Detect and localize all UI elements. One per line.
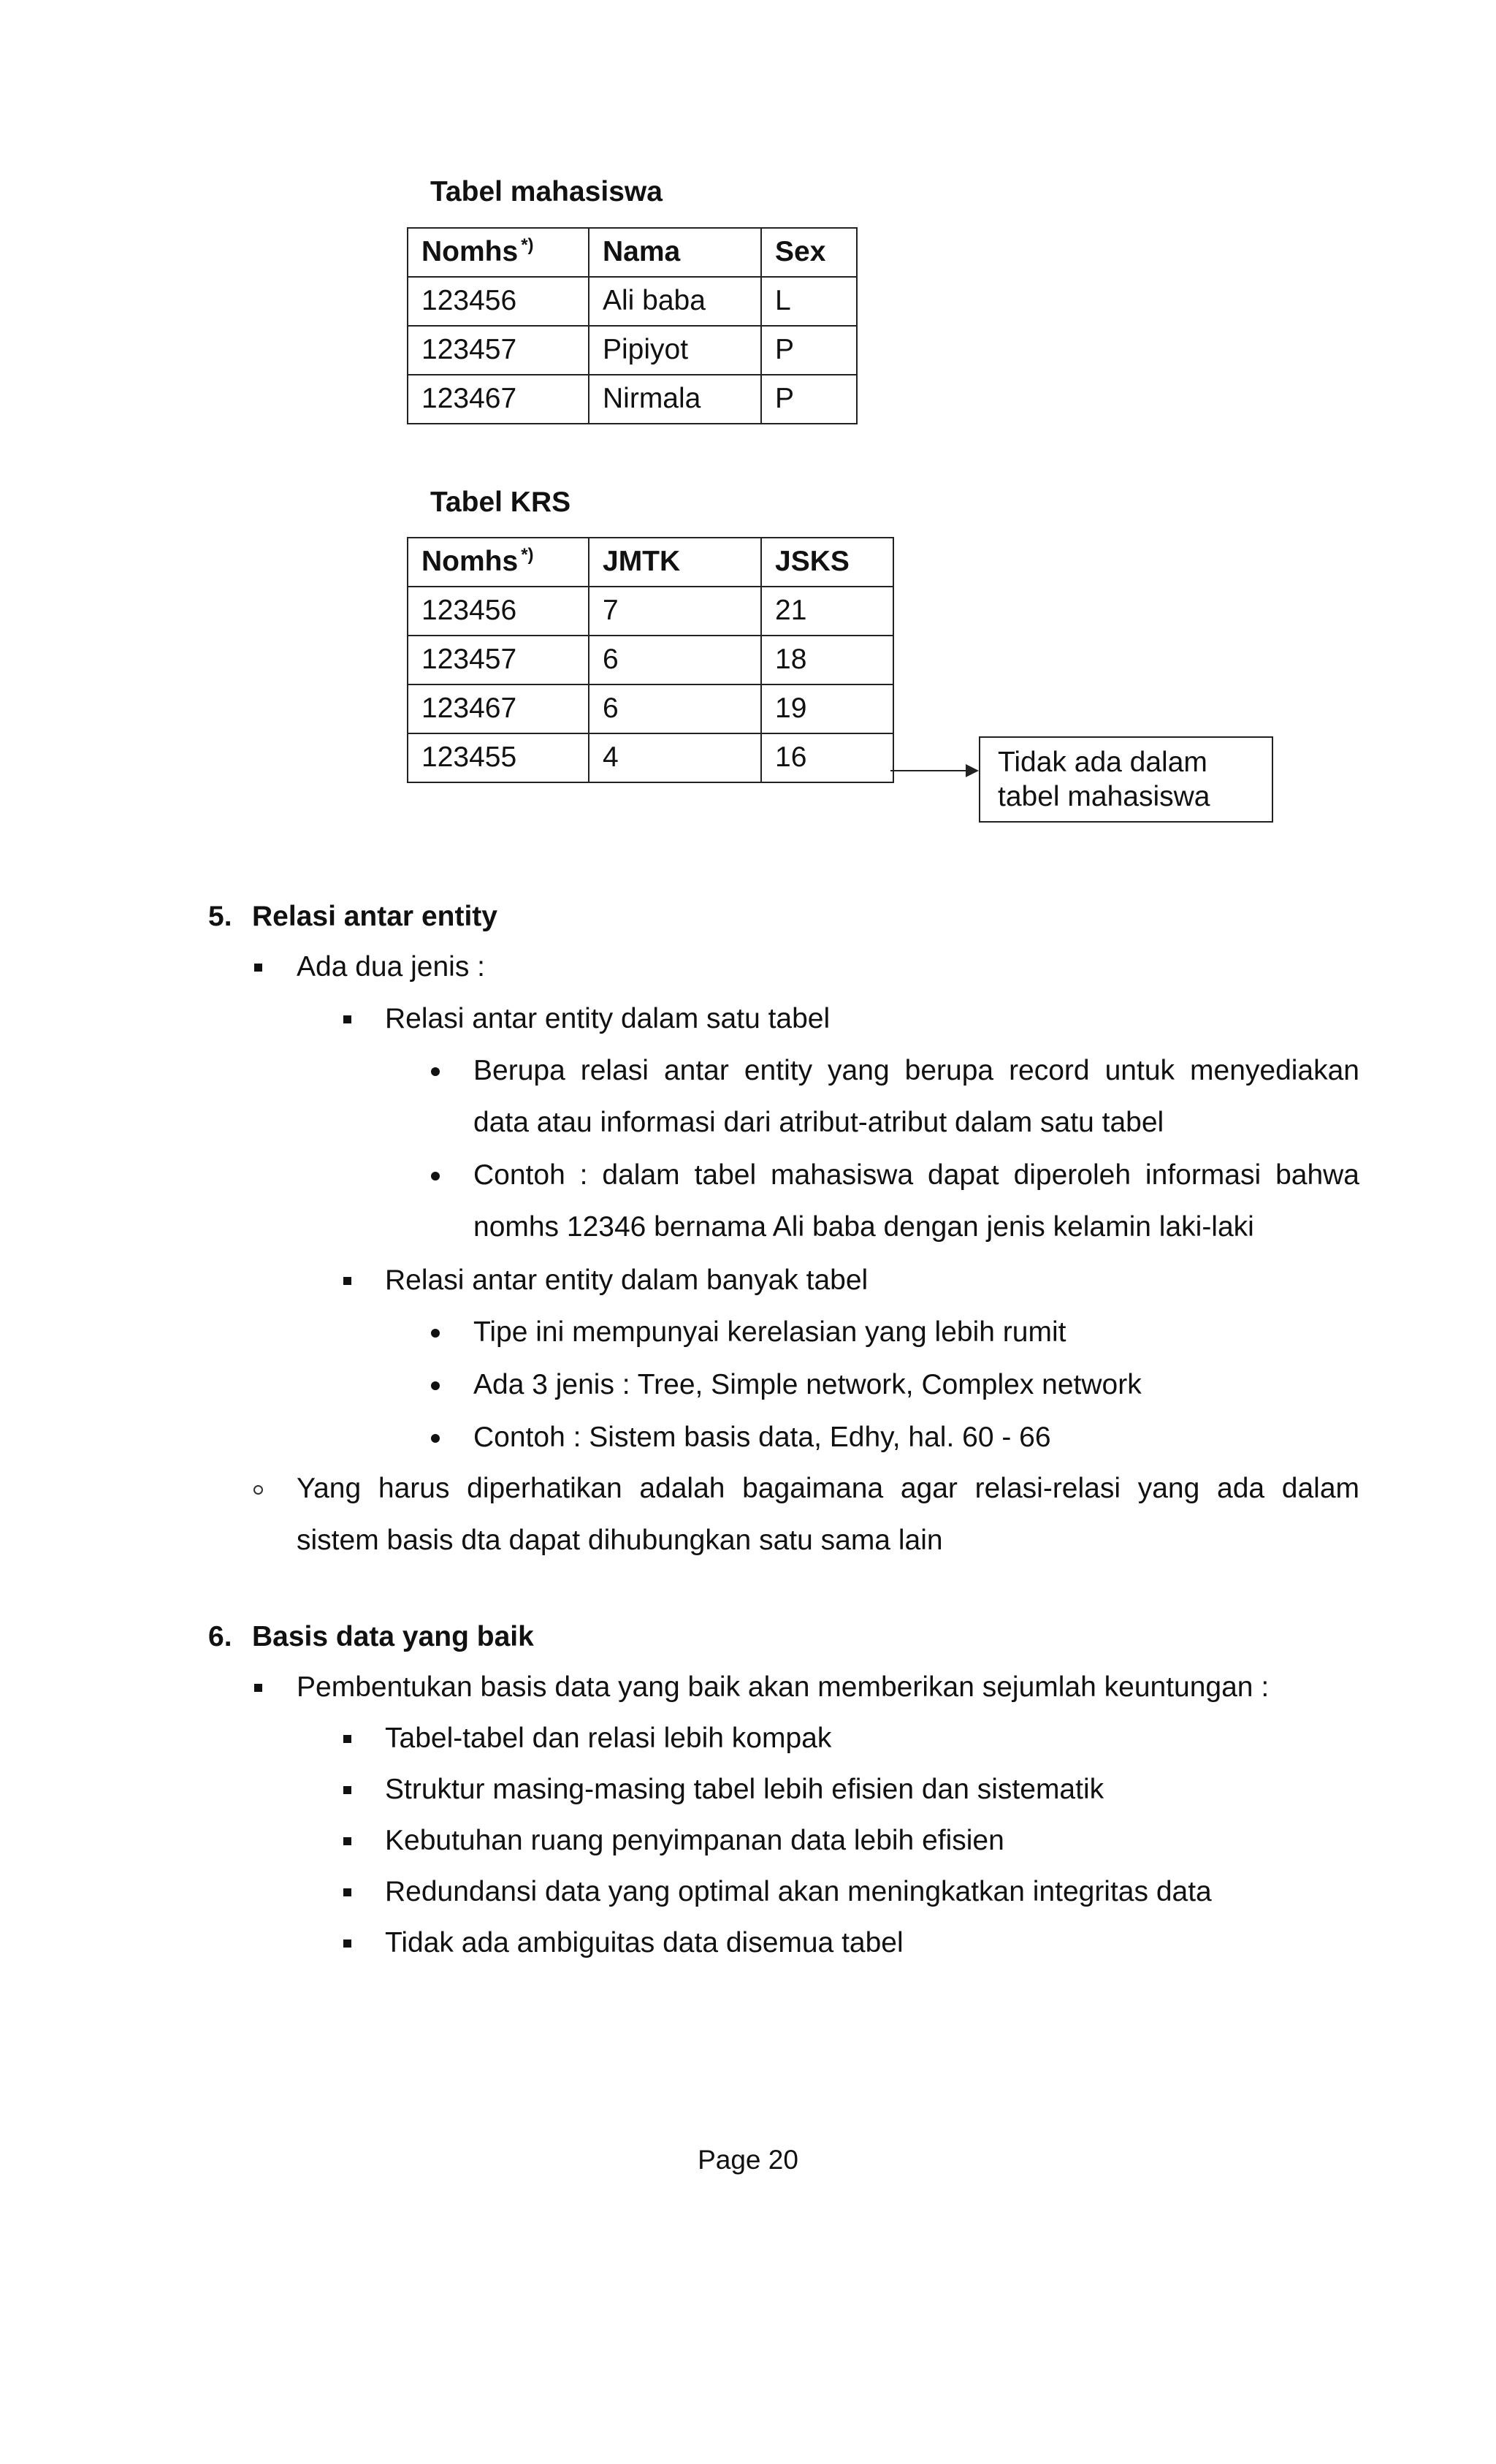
header-note: *) bbox=[521, 545, 534, 565]
table-cell: Ali baba bbox=[589, 277, 761, 326]
list-item-text: Contoh : dalam tabel mahasiswa dapat diperoleh informasi bahwa bbox=[473, 1159, 1359, 1191]
callout-arrow-line bbox=[890, 770, 971, 771]
table-cell: Pipiyot bbox=[589, 326, 761, 375]
table-cell: 123467 bbox=[408, 375, 589, 424]
table-cell: 123455 bbox=[408, 733, 589, 782]
table-cell: L bbox=[761, 277, 857, 326]
list-item: Ada dua jenis : bbox=[297, 951, 486, 983]
table-header-row bbox=[408, 228, 857, 277]
table-cell: 4 bbox=[589, 733, 761, 782]
table-cell: 6 bbox=[589, 684, 761, 733]
list-item: Relasi antar entity dalam satu tabel bbox=[385, 1003, 831, 1034]
section-6-heading bbox=[208, 1620, 534, 1655]
round-bullet-icon bbox=[431, 1381, 440, 1390]
table-mahasiswa bbox=[407, 227, 858, 424]
list-item-text: nomhs 12346 bernama Ali baba dengan jenis kelamin laki-laki bbox=[473, 1211, 1254, 1243]
list-item: Tidak ada ambiguitas data disemua tabel bbox=[385, 1927, 904, 1958]
table-cell: 6 bbox=[589, 636, 761, 684]
table-row bbox=[408, 375, 857, 424]
header-nomhs: Nomhs bbox=[421, 236, 519, 268]
header-cell: Sex bbox=[761, 228, 857, 277]
list-item: Pembentukan basis data yang baik akan memberikan sejumlah keuntungan : bbox=[297, 1671, 1270, 1703]
round-bullet-icon bbox=[431, 1172, 440, 1180]
table-row bbox=[408, 326, 857, 375]
page-number: Page 20 bbox=[698, 2145, 798, 2175]
table-cell: 123457 bbox=[408, 326, 589, 375]
table-krs bbox=[407, 537, 894, 783]
table-header-row bbox=[408, 538, 893, 587]
header-note: *) bbox=[521, 235, 534, 256]
square-bullet-icon bbox=[343, 1735, 351, 1743]
list-item-text: Tipe ini mempunyai kerelasian yang lebih rumit bbox=[473, 1316, 1066, 1348]
round-bullet-icon bbox=[431, 1329, 440, 1338]
callout-line: Tidak ada dalam bbox=[998, 747, 1207, 778]
square-bullet-icon bbox=[254, 964, 262, 972]
list-item-text: Ada 3 jenis : Tree, Simple network, Complex network bbox=[473, 1369, 1142, 1400]
circle-bullet-icon bbox=[253, 1485, 263, 1495]
table-cell: 21 bbox=[761, 587, 893, 636]
list-item: Kebutuhan ruang penyimpanan data lebih efisien bbox=[385, 1825, 1004, 1856]
table-row bbox=[408, 636, 893, 684]
section-5-heading bbox=[208, 900, 497, 934]
table-cell: P bbox=[761, 375, 857, 424]
table-cell: 16 bbox=[761, 733, 893, 782]
header-cell: Nama bbox=[589, 228, 761, 277]
round-bullet-icon bbox=[431, 1434, 440, 1443]
note-text: sistem basis dta dapat dihubungkan satu sama lain bbox=[297, 1525, 943, 1556]
list-item-text: data atau informasi dari atribut-atribut dalam satu tabel bbox=[473, 1107, 1164, 1138]
square-bullet-icon bbox=[343, 1015, 351, 1023]
table-cell: 123457 bbox=[408, 636, 589, 684]
table-cell: 123467 bbox=[408, 684, 589, 733]
section-number: 6. bbox=[208, 1621, 232, 1652]
table-cell: 123456 bbox=[408, 587, 589, 636]
table-cell: 19 bbox=[761, 684, 893, 733]
list-item-text: Contoh : Sistem basis data, Edhy, hal. 60 - 66 bbox=[473, 1422, 1051, 1453]
table-mahasiswa-caption: Tabel mahasiswa bbox=[430, 176, 663, 207]
list-item: Struktur masing-masing tabel lebih efisien dan sistematik bbox=[385, 1774, 1104, 1805]
table-row bbox=[408, 587, 893, 636]
table-row bbox=[408, 733, 893, 782]
table-row bbox=[408, 277, 857, 326]
table-cell: Nirmala bbox=[589, 375, 761, 424]
square-bullet-icon bbox=[254, 1684, 262, 1692]
table-cell: P bbox=[761, 326, 857, 375]
header-cell bbox=[408, 538, 589, 587]
table-cell: 7 bbox=[589, 587, 761, 636]
square-bullet-icon bbox=[343, 1837, 351, 1845]
note-text: Yang harus diperhatikan adalah bagaimana agar relasi-relasi yang ada dalam bbox=[297, 1473, 1359, 1504]
list-item: Redundansi data yang optimal akan meningkatkan integritas data bbox=[385, 1876, 1212, 1907]
table-cell: 18 bbox=[761, 636, 893, 684]
callout-line: tabel mahasiswa bbox=[998, 781, 1210, 812]
section-title: Relasi antar entity bbox=[252, 901, 497, 932]
section-number: 5. bbox=[208, 901, 232, 932]
callout-box bbox=[979, 736, 1273, 823]
header-cell bbox=[408, 228, 589, 277]
header-cell: JSKS bbox=[761, 538, 893, 587]
table-cell: 123456 bbox=[408, 277, 589, 326]
square-bullet-icon bbox=[343, 1939, 351, 1948]
header-cell: JMTK bbox=[589, 538, 761, 587]
list-item-text: Berupa relasi antar entity yang berupa record untuk menyediakan bbox=[473, 1055, 1359, 1086]
list-item: Relasi antar entity dalam banyak tabel bbox=[385, 1265, 869, 1296]
table-krs-caption: Tabel KRS bbox=[430, 487, 571, 518]
square-bullet-icon bbox=[343, 1786, 351, 1794]
list-item: Tabel-tabel dan relasi lebih kompak bbox=[385, 1723, 832, 1754]
arrow-right-icon bbox=[966, 764, 979, 777]
square-bullet-icon bbox=[343, 1888, 351, 1896]
header-nomhs: Nomhs bbox=[421, 546, 519, 578]
table-row bbox=[408, 684, 893, 733]
round-bullet-icon bbox=[431, 1067, 440, 1076]
section-title: Basis data yang baik bbox=[252, 1621, 534, 1652]
square-bullet-icon bbox=[343, 1277, 351, 1285]
